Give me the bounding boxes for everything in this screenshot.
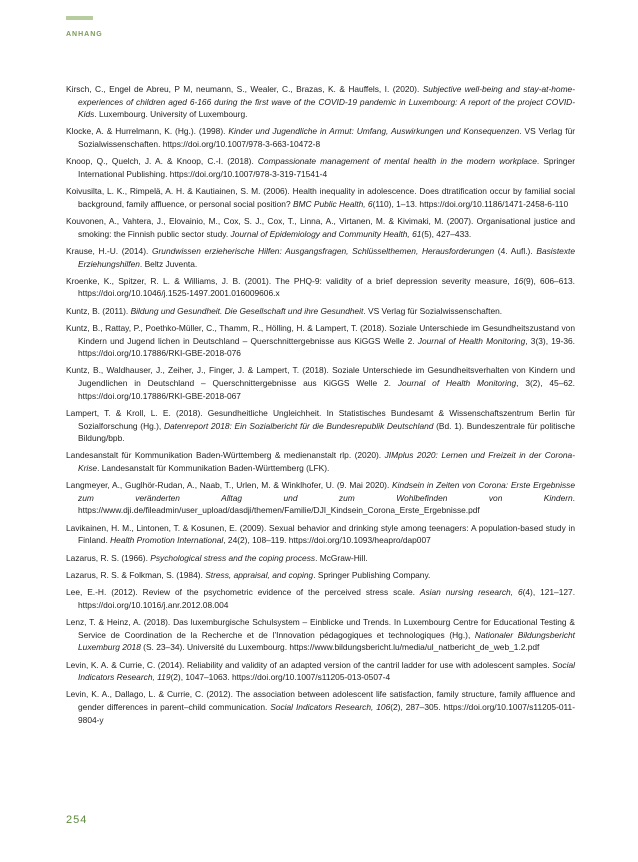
reference-entry (66, 322, 575, 360)
reference-entry (66, 552, 575, 565)
page-number: 254 (66, 814, 88, 826)
reference-italic-text: Asian nursing research, 6 (419, 587, 523, 598)
reference-text: Lee, E.-H. (2012). Review of the psychometric evidence of the perceived stress scale. (66, 587, 420, 598)
reference-italic-text: Health Promotion International (110, 535, 224, 546)
reference-text: Kuntz, B., Rattay, P., Poethko-Müller, C., Thamm, R., Hölling, H. & Lampert, T. (2018). Soziale Unterschiede im Gesundheitszustand von Kindern und Jugend lichen in Deutschland – Querschnittergebnisse aus KiGGS Welle 2. (66, 323, 575, 346)
reference-text: , 3(2), 45–62. https://doi.org/10.17886/RKI-GBE-2018-067 (78, 378, 576, 401)
reference-entry (66, 688, 575, 726)
reference-entry (66, 185, 575, 210)
reference-italic-text: 16 (513, 275, 524, 286)
reference-text: . Luxembourg. University of Luxembourg. (94, 109, 248, 120)
reference-text: Knoop, Q., Quelch, J. A. & Knoop, C.-I. (2018). (66, 156, 258, 167)
reference-text: Langmeyer, A., Guglhör-Rudan, A., Naab, T., Urlen, M. & Winklhofer, U. (9. Mai 2020). (66, 480, 393, 491)
reference-italic-text: Kindsein in Zeiten von Corona: Erste Ergebnisse zum veränderten Alltag und zum Wohlbefinden von Kindern (78, 480, 575, 503)
reference-entry (66, 125, 575, 150)
reference-text: Lavikainen, H. M., Lintonen, T. & Kosunen, E. (2009). Sexual behavior and drinking style among teenagers: A population-based study in Finland. (66, 522, 575, 546)
reference-list (66, 83, 575, 731)
reference-entry (66, 245, 575, 270)
reference-text: (5), 427–433. (421, 228, 472, 239)
reference-italic-text: Journal of Health Monitoring (417, 335, 526, 346)
reference-text: Krause, H.-U. (2014). (66, 245, 152, 256)
reference-italic-text: Stress, appraisal, and coping (205, 569, 314, 580)
reference-entry (66, 407, 575, 445)
reference-text: , 3(3), 19-36. https://doi.org/10.17886/RKI-GBE-2018-076 (78, 335, 575, 359)
reference-italic-text: Kinder und Jugendliche in Armut: Umfang, Auswirkungen und Konsequenzen (228, 126, 520, 137)
reference-text: . Beltz Juventa. (139, 258, 198, 269)
reference-italic-text: Nationaler Bildungsbericht Luxemburg 2018 (78, 629, 575, 653)
reference-text: Kuntz, B. (2011). (66, 305, 131, 316)
reference-entry (66, 479, 575, 517)
reference-text: (2), 1047–1063. https://doi.org/10.1007/s11205-013-0507-4 (170, 672, 391, 683)
reference-text: . McGraw-Hill. (315, 552, 368, 563)
reference-entry (66, 215, 575, 240)
reference-text: Landesanstalt für Kommunikation Baden-Württemberg & medienanstalt rlp. (2020). (66, 450, 385, 461)
reference-italic-text: Datenreport 2018: Ein Sozialbericht für die Bundesrepublik Deutschland (163, 420, 434, 431)
reference-entry (66, 449, 575, 474)
reference-text: . VS Verlag für Sozialwissenschaften. (363, 305, 503, 316)
reference-italic-text: Grundwissen erzieherische Hilfen: Ausgangsfragen, Schlüsselthemen, Herausforderungen (152, 245, 495, 256)
reference-italic-text: Bildung und Gesundheit. Die Gesellschaft und ihre Gesundheit (130, 305, 364, 316)
reference-italic-text: Subjective well-being and stay-at-home-experiences of children aged 6-166 during the first wave of the COVID-19 pandemic in Luxembourg: A report of the project COVID-Kids (78, 84, 575, 120)
reference-text: Levin, K. A., Dallago, L. & Currie, C. (2012). The association between adolescent life satisfaction, family structure, family affluence and gender differences in parent–child communication. (66, 689, 575, 712)
section-label: ANHANG (66, 31, 103, 38)
reference-entry (66, 659, 575, 684)
reference-text: (4. Aufl.). (494, 245, 537, 256)
reference-italic-text: BMC Public Health, 6 (292, 198, 373, 209)
reference-entry (66, 522, 575, 547)
reference-italic-text: Psychological stress and the coping process (150, 552, 316, 563)
reference-text: (Bd. 1). Bundeszentrale für politische Bildung/bpb. (78, 420, 576, 444)
reference-entry (66, 586, 575, 611)
reference-text: (S. 23–34). Université du Luxembourg. https://www.bildungsbericht.lu/media/ul_natbericht_de_web_1.2.pdf (140, 642, 540, 653)
reference-text: (9), 606–613. https://doi.org/10.1046/j.1525-1497.2001.016009606.x (78, 275, 575, 299)
reference-text: Kirsch, C., Engel de Abreu, P M, neumann, S., Wealer, C., Brazas, K. & Hauffels, I. (2020). (66, 84, 423, 94)
reference-italic-text: Journal of Health Monitoring (397, 378, 517, 389)
reference-text: Kroenke, K., Spitzer, R. L. & Williams, J. B. (2001). The PHQ-9: validity of a brief depression severity measure, (66, 275, 514, 286)
reference-text: Koivusilta, L. K., Rimpelä, A. H. & Kautiainen, S. M. (2006). Health inequality in adolescence. Does dtratification occur by familial social background, family affluence, or personal social position? (66, 186, 575, 209)
reference-text: Klocke, A. & Hurrelmann, K. (Hg.). (1998). (66, 126, 229, 137)
reference-entry (66, 569, 575, 582)
reference-text: Lampert, T. & Kroll, L. E. (2018). Gesundheitliche Ungleichheit. In Statistisches Bundesamt & Wissenschaftszentrum Berlin für Sozialforschung (Hg.), (66, 407, 575, 431)
reference-text: Levin, K. A. & Currie, C. (2014). Reliability and validity of an adapted version of the cantril ladder for use with adolescent samples. (66, 659, 553, 670)
reference-italic-text: Journal of Epidemiology and Community Health, 61 (230, 228, 422, 239)
reference-entry (66, 275, 575, 300)
header-accent-rule (66, 16, 93, 20)
reference-italic-text: Compassionate management of mental health in the modern workplace (257, 156, 537, 167)
reference-text: (110), 1–13. https://doi.org/10.1186/1471-2458-6-110 (372, 198, 569, 209)
reference-text: . https://www.dji.de/fileadmin/user_upload/dasdji/themen/Familie/DJI_Kindsein_Corona_Erste_Ergebnisse.pdf (78, 492, 575, 516)
reference-text: Lenz, T. & Heinz, A. (2018). Das luxemburgische Schulsystem – Einblicke und Trends. In Luxembourg Centre for Educational Testing & Service de Coordination de la Recherche et de l’Innovation pédagogiques et technologiques (Hg.), (66, 617, 575, 640)
reference-text: , 24(2), 108–119. https://doi.org/10.1093/heapro/dap007 (223, 535, 431, 546)
reference-entry (66, 83, 575, 121)
reference-italic-text: Social Indicators Research, 119 (78, 659, 575, 683)
reference-text: . Landesanstalt für Kommunikation Baden-Württemberg (LFK). (97, 463, 330, 473)
reference-entry (66, 364, 575, 402)
reference-text: Kuntz, B., Waldhauser, J., Zeiher, J., Finger, J. & Lampert, T. (2018). Soziale Unterschiede im Gesundheitsverhalten von Kindern und Jugendlichen in Deutschland – Querschnittergebnisse aus KiGGS Welle 2. (66, 365, 575, 389)
reference-entry (66, 155, 575, 180)
reference-italic-text: Basistexte Erziehungshilfen (78, 245, 576, 269)
reference-text: (2), 287–305. https://doi.org/10.1007/s11205-011-9804-y (78, 702, 575, 725)
reference-italic-text: Social Indicators Research, 106 (270, 702, 391, 712)
reference-italic-text: JIMplus 2020: Lernen und Freizeit in der Corona-Krise (78, 450, 575, 473)
reference-text: Lazarus, R. S. & Folkman, S. (1984). (66, 569, 206, 580)
reference-text: . Springer International Publishing. https://doi.org/10.1007/978-3-319-71541-4 (78, 156, 575, 179)
reference-entry (66, 305, 575, 318)
reference-entry (66, 616, 575, 654)
reference-text: (4), 121–127. https://doi.org/10.1016/j.anr.2012.08.004 (78, 587, 576, 610)
reference-text: . VS Verlag für Sozialwissenschaften. https://doi.org/10.1007/978-3-663-10472-8 (78, 126, 576, 150)
reference-text: Kouvonen, A., Vahtera, J., Elovainio, M., Cox, S. J., Cox, T., Linna, A., Virtanen, M. & Kivimaki, M. (2007). Organisational justice and smoking: the Finnish public sector study. (66, 216, 575, 239)
reference-text: Lazarus, R. S. (1966). (66, 552, 151, 563)
reference-text: . Springer Publishing Company. (313, 569, 431, 580)
